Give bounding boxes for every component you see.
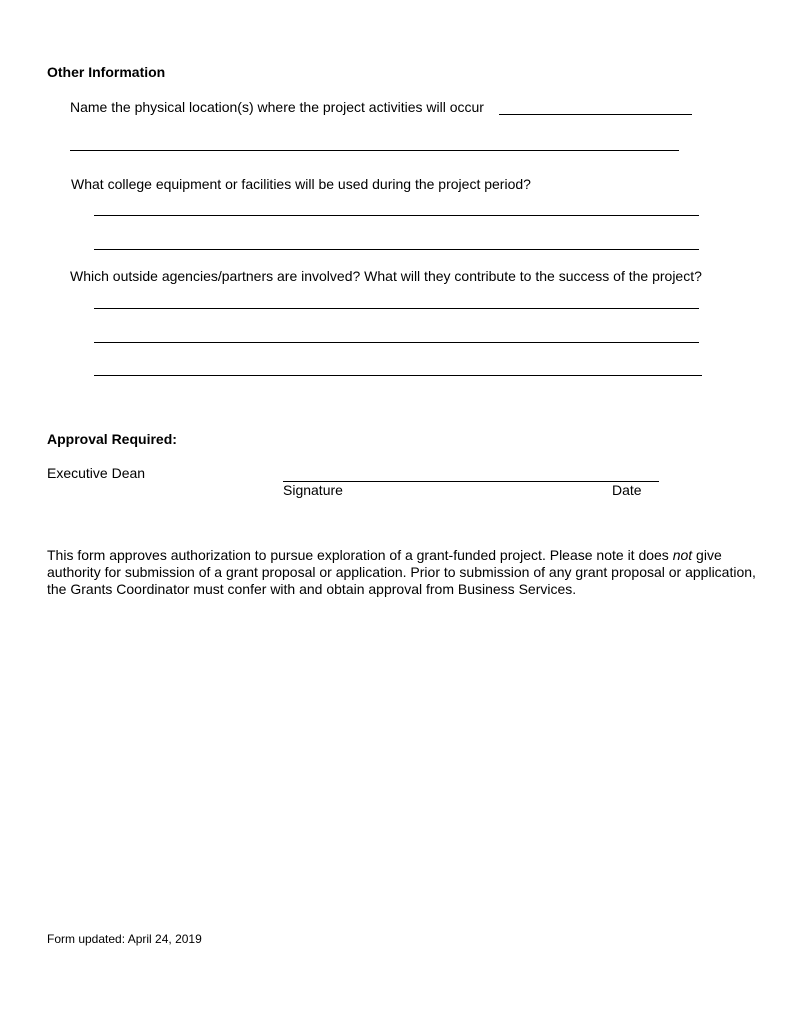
agencies-answer-line-3[interactable] <box>94 375 702 376</box>
agencies-answer-line-1[interactable] <box>94 308 699 309</box>
location-answer-line-2[interactable] <box>70 150 679 151</box>
notice-text-after: give authority for submission of a grant proposal or application. Prior to submission of any grant proposal or application, the Grants Coordinator must confer with and obtain approval from Business Services. <box>47 547 756 597</box>
approval-heading: Approval Required: <box>47 431 177 447</box>
authorization-notice <box>47 547 759 598</box>
location-answer-line-1[interactable] <box>499 114 692 115</box>
agencies-question: Which outside agencies/partners are involved? What will they contribute to the success of the project? <box>70 268 702 284</box>
notice-text-before: This form approves authorization to pursue exploration of a grant-funded project. Please note it does <box>47 547 673 563</box>
form-updated-date: Form updated: April 24, 2019 <box>47 932 202 946</box>
agencies-answer-line-2[interactable] <box>94 342 699 343</box>
equipment-answer-line-2[interactable] <box>94 249 699 250</box>
other-information-heading: Other Information <box>47 64 166 80</box>
signature-label: Signature <box>283 482 343 498</box>
equipment-answer-line-1[interactable] <box>94 215 699 216</box>
executive-dean-label: Executive Dean <box>47 465 146 481</box>
notice-emphasis: not <box>672 547 693 563</box>
location-question: Name the physical location(s) where the project activities will occur <box>70 99 484 115</box>
date-label: Date <box>612 482 642 498</box>
equipment-question: What college equipment or facilities will be used during the project period? <box>71 176 531 192</box>
